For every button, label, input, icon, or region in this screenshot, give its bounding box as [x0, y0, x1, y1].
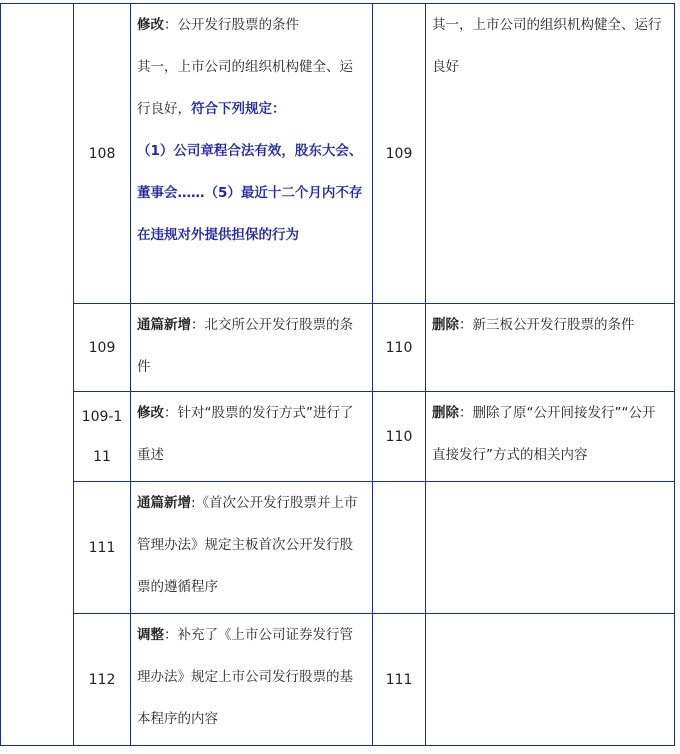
change-description	[131, 392, 373, 482]
table-row	[1, 392, 675, 482]
old-description	[426, 614, 675, 746]
separator: :	[191, 495, 196, 511]
change-tag: 修改	[137, 405, 164, 421]
change-tag: 删除	[432, 317, 459, 333]
table-row	[1, 4, 675, 304]
separator: ：	[164, 17, 178, 33]
chapter-cell	[1, 4, 74, 746]
change-title: 《首次公开发行股票并上市管理办法》规定主板首次公开发行股票的遵循程序	[137, 495, 358, 595]
new-section-number: 112	[74, 614, 131, 746]
change-tag: 修改	[137, 17, 164, 33]
change-tag: 调整	[137, 627, 164, 643]
new-section-number: 109-111	[74, 392, 131, 482]
comparison-table	[0, 3, 675, 746]
new-section-number: 108	[74, 4, 131, 304]
change-description	[131, 304, 373, 392]
change-title: 针对“股票的发行方式”进行了重述	[137, 405, 354, 463]
separator: ：	[164, 627, 178, 643]
old-description	[426, 4, 675, 304]
table-row	[1, 614, 675, 746]
old-section-number: 110	[373, 304, 426, 392]
new-section-number: 111	[74, 482, 131, 614]
change-description	[131, 4, 373, 304]
old-section-number: 111	[373, 614, 426, 746]
separator: ：	[191, 317, 205, 333]
highlight-text: （1）公司章程合法有效，股东大会、董事会……（5）最近十二个月内不存在违规对外提供担保的行为	[137, 143, 363, 243]
change-tag: 通篇新增	[137, 495, 191, 511]
old-section-number: 110	[373, 392, 426, 482]
change-title: 公开发行股票的条件	[177, 17, 299, 33]
separator: ：	[164, 405, 178, 421]
old-description	[426, 304, 675, 392]
change-description	[131, 614, 373, 746]
old-text: 新三板公开发行股票的条件	[472, 317, 635, 333]
change-tag: 通篇新增	[137, 317, 191, 333]
table-row	[1, 482, 675, 614]
old-text: 其一，上市公司的组织机构健全、运行良好	[432, 17, 662, 75]
old-section-number: 109	[373, 4, 426, 304]
new-section-number: 109	[74, 304, 131, 392]
change-tag: 删除	[432, 405, 459, 421]
highlight-text: 符合下列规定：	[191, 101, 286, 117]
old-section-number	[373, 482, 426, 614]
old-description	[426, 482, 675, 614]
table-row	[1, 304, 675, 392]
change-text: 其一，上市公司的组织机构健全、运行良好，	[137, 59, 353, 117]
separator: ：	[459, 405, 473, 421]
change-description	[131, 482, 373, 614]
separator: ：	[459, 317, 473, 333]
old-text: 删除了原“公开间接发行”“公开直接发行”方式的相关内容	[432, 405, 656, 463]
old-description	[426, 392, 675, 482]
change-title: 补充了《上市公司证券发行管理办法》规定上市公司发行股票的基本程序的内容	[137, 627, 353, 727]
change-title: 北交所公开发行股票的条件	[137, 317, 353, 375]
